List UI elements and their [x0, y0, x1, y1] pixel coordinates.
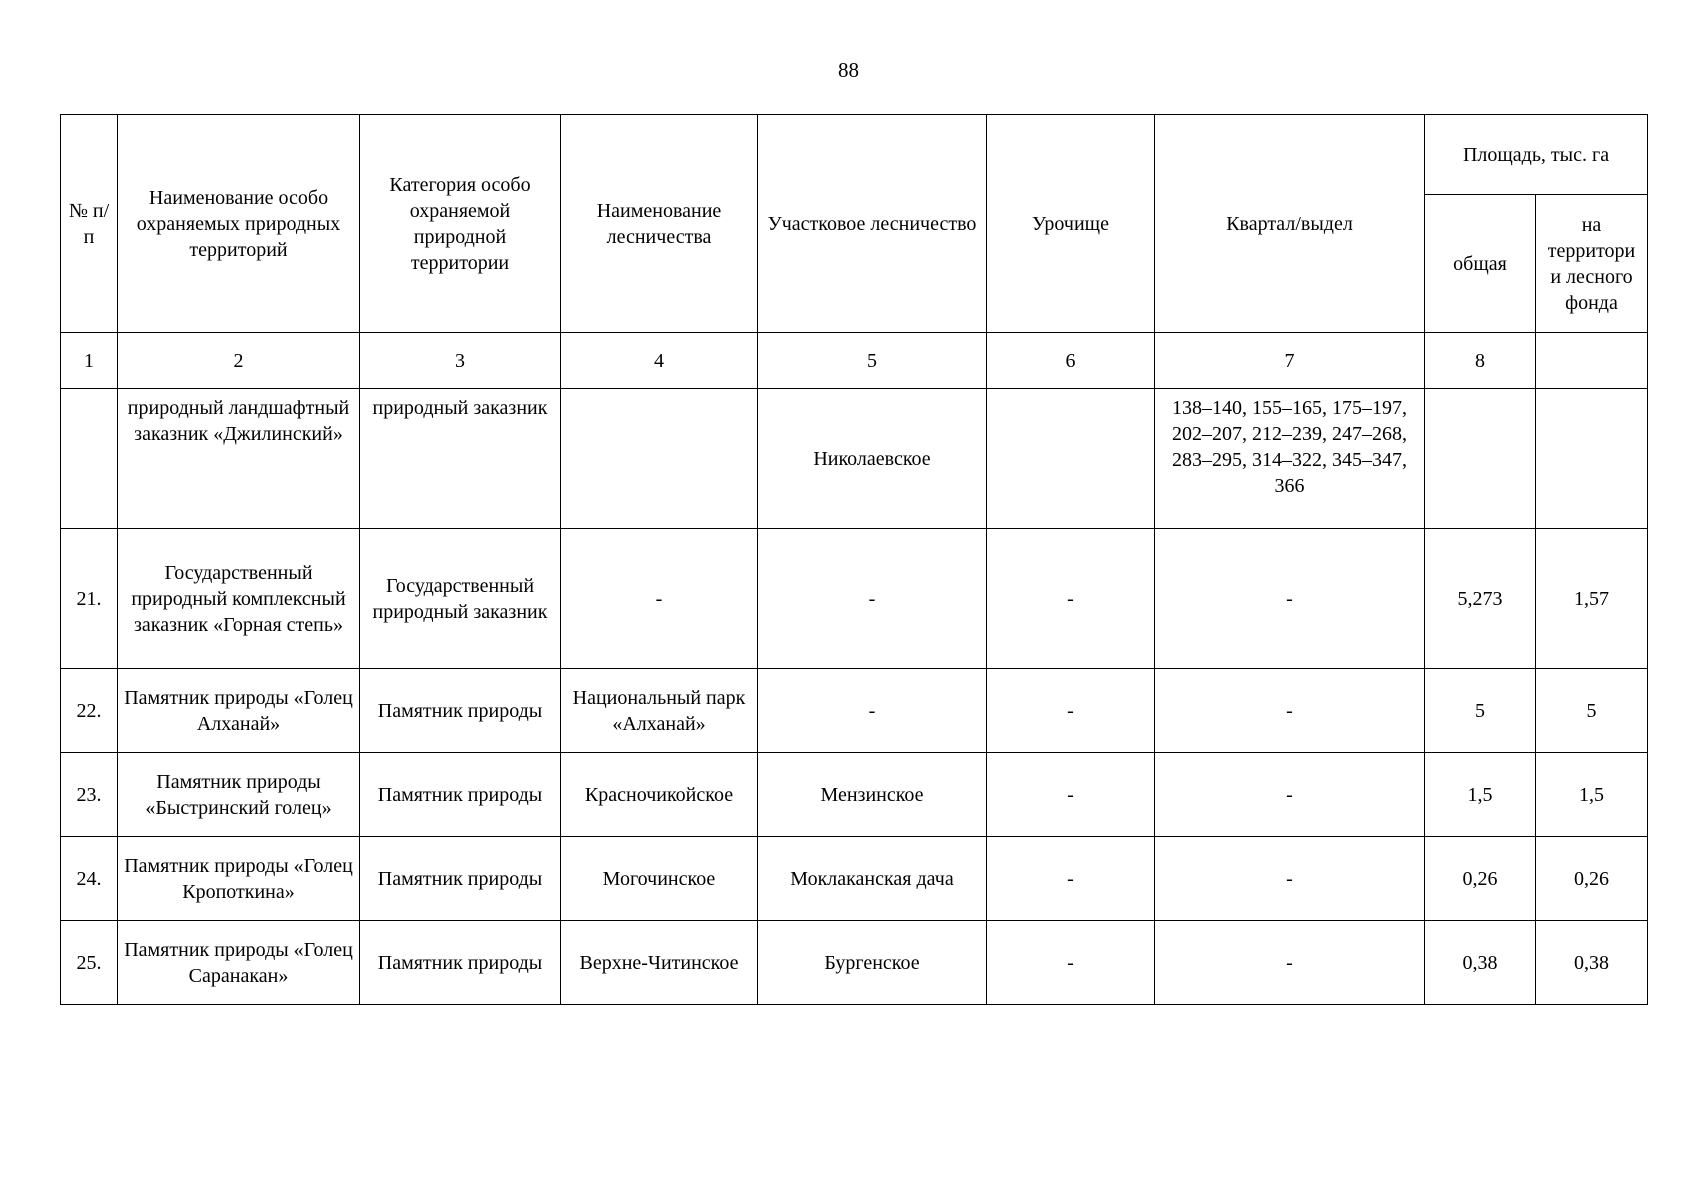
cell-name: Памятник природы «Голец Алханай»	[118, 669, 360, 753]
cell-num: 25.	[61, 921, 118, 1005]
cell-quarter: -	[1155, 837, 1425, 921]
cell-area-forest	[1536, 389, 1648, 529]
cell-area-forest: 0,38	[1536, 921, 1648, 1005]
cell-num	[61, 389, 118, 529]
cell-district: -	[758, 529, 987, 669]
cell-name: природный ландшафтный заказник «Джилинский»	[118, 389, 360, 529]
header-name: Наименование особо охраняемых природных территорий	[118, 115, 360, 333]
cell-area-total	[1425, 389, 1536, 529]
header-area-total: общая	[1425, 195, 1536, 333]
numbering-cell: 8	[1425, 333, 1536, 389]
cell-tract: -	[987, 837, 1155, 921]
cell-quarter: 138–140, 155–165, 175–197, 202–207, 212–239, 247–268, 283–295, 314–322, 345–347, 366	[1155, 389, 1425, 529]
cell-area-forest: 1,57	[1536, 529, 1648, 669]
header-district-forestry: Участковое лесничество	[758, 115, 987, 333]
cell-num: 24.	[61, 837, 118, 921]
cell-quarter: -	[1155, 669, 1425, 753]
numbering-row	[61, 333, 1648, 389]
cell-district: Николаевское	[758, 389, 987, 529]
cell-area-total: 0,26	[1425, 837, 1536, 921]
cell-tract: -	[987, 669, 1155, 753]
table-row	[61, 753, 1648, 837]
cell-area-total: 5,273	[1425, 529, 1536, 669]
cell-area-total: 5	[1425, 669, 1536, 753]
cell-forestry: Национальный парк «Алханай»	[561, 669, 758, 753]
cell-tract: -	[987, 529, 1155, 669]
cell-district: Моклаканская дача	[758, 837, 987, 921]
cell-num: 22.	[61, 669, 118, 753]
page-number: 88	[838, 58, 859, 82]
numbering-cell: 4	[561, 333, 758, 389]
cell-category: Памятник природы	[360, 669, 561, 753]
cell-quarter: -	[1155, 529, 1425, 669]
cell-quarter: -	[1155, 921, 1425, 1005]
cell-category: Памятник природы	[360, 837, 561, 921]
cell-tract: -	[987, 921, 1155, 1005]
cell-category: Памятник природы	[360, 753, 561, 837]
cell-quarter: -	[1155, 753, 1425, 837]
numbering-cell: 3	[360, 333, 561, 389]
cell-district: -	[758, 669, 987, 753]
cell-name: Государственный природный комплексный заказник «Горная степь»	[118, 529, 360, 669]
cell-forestry: -	[561, 529, 758, 669]
cell-district: Мензинское	[758, 753, 987, 837]
numbering-cell	[1536, 333, 1648, 389]
header-area-forest: на территори и лесного фонда	[1536, 195, 1648, 333]
cell-area-total: 1,5	[1425, 753, 1536, 837]
table-row-continuation	[61, 389, 1648, 529]
cell-area-forest: 0,26	[1536, 837, 1648, 921]
header-row-1	[61, 115, 1648, 195]
table-row	[61, 921, 1648, 1005]
cell-forestry: Могочинское	[561, 837, 758, 921]
cell-tract	[987, 389, 1155, 529]
numbering-cell: 1	[61, 333, 118, 389]
header-tract: Урочище	[987, 115, 1155, 333]
table-row	[61, 669, 1648, 753]
cell-name: Памятник природы «Быстринский голец»	[118, 753, 360, 837]
numbering-cell: 5	[758, 333, 987, 389]
cell-category: Памятник природы	[360, 921, 561, 1005]
header-area-group: Площадь, тыс. га	[1425, 115, 1648, 195]
cell-forestry	[561, 389, 758, 529]
cell-district: Бургенское	[758, 921, 987, 1005]
cell-area-forest: 1,5	[1536, 753, 1648, 837]
cell-area-total: 0,38	[1425, 921, 1536, 1005]
cell-num: 23.	[61, 753, 118, 837]
table-row	[61, 529, 1648, 669]
cell-tract: -	[987, 753, 1155, 837]
header-category: Категория особо охраняемой природной территории	[360, 115, 561, 333]
cell-area-forest: 5	[1536, 669, 1648, 753]
protected-areas-table	[60, 114, 1648, 1005]
cell-num: 21.	[61, 529, 118, 669]
cell-category: Государственный природный заказник	[360, 529, 561, 669]
cell-category: природный заказник	[360, 389, 561, 529]
cell-name: Памятник природы «Голец Кропоткина»	[118, 837, 360, 921]
cell-name: Памятник природы «Голец Саранакан»	[118, 921, 360, 1005]
cell-forestry: Красночикойское	[561, 753, 758, 837]
header-num: № п/п	[61, 115, 118, 333]
numbering-cell: 6	[987, 333, 1155, 389]
header-forestry: Наименование лесничества	[561, 115, 758, 333]
header-quarter: Квартал/выдел	[1155, 115, 1425, 333]
numbering-cell: 7	[1155, 333, 1425, 389]
numbering-cell: 2	[118, 333, 360, 389]
table-row	[61, 837, 1648, 921]
cell-forestry: Верхне-Читинское	[561, 921, 758, 1005]
